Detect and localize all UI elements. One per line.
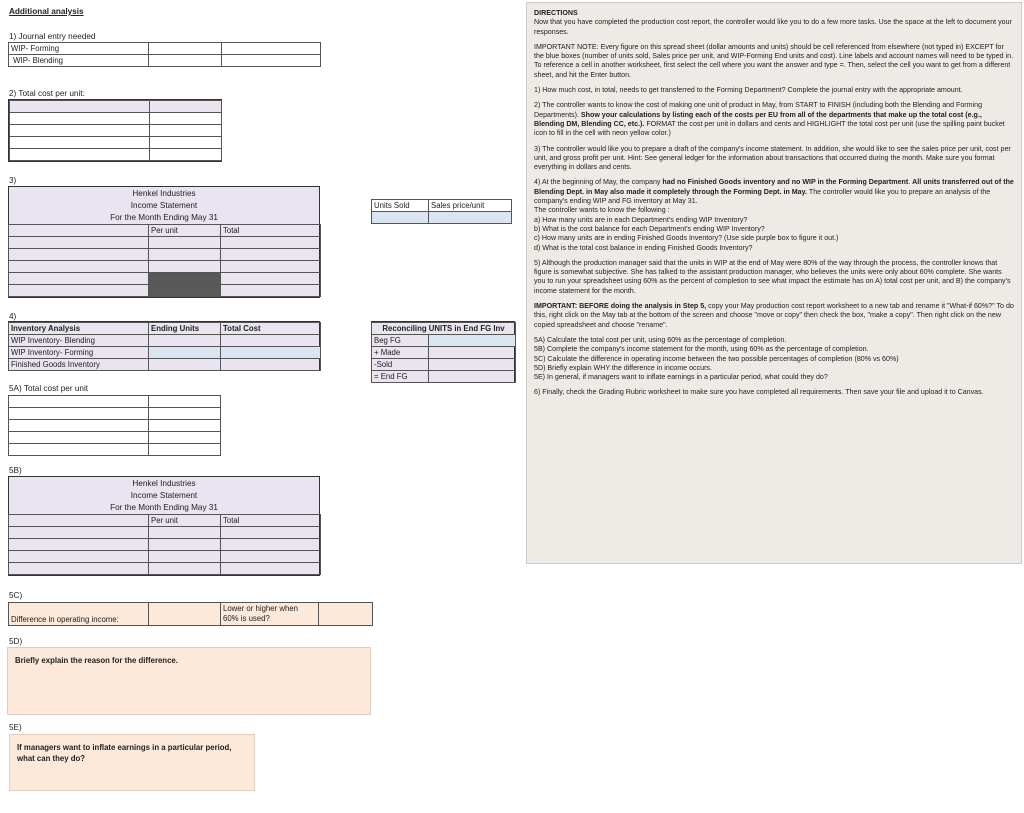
directions-step-5-parts: 5A) Calculate the total cost per unit, using 60% as the percentage of completion. 5B) Complete the company's income statement for the month, using 60% as the percentage of completion. 5C) Calculate the difference in operating income between the two possible percentages of completion (80% vs 60%) 5D) Briefly explain WHY the difference in income occurs. 5E) In general, if managers want to inflate earnings in a particular period, what could they do? <box>534 335 899 382</box>
total-cost-header: Total Cost <box>221 323 321 335</box>
per-unit-header: Per unit <box>149 225 221 237</box>
journal-credit-cell[interactable] <box>222 43 321 55</box>
section-4-label: 4) <box>9 312 17 321</box>
section-5c-label: 5C) <box>9 591 23 600</box>
directions-step-1: 1) How much cost, in total, needs to get transferred to the Forming Department? Complete the journal entry with the appropriate amount. <box>534 86 963 95</box>
journal-entry-label: 1) Journal entry needed <box>9 32 96 41</box>
journal-account-cell[interactable]: WIP- Forming <box>9 43 149 55</box>
statement-name: Income Statement <box>130 201 198 210</box>
recon-row-label: + Made <box>372 347 429 359</box>
directions-step-6: 6) Finally, check the Grading Rubric worksheet to make sure you have completed all requirements. Then save your file and upload it to Canvas. <box>534 388 984 397</box>
directions-intro: Now that you have completed the production cost report, the controller would like you to do a few more tasks. Use the space at the left to document your responses. <box>534 18 1012 36</box>
directions-heading: DIRECTIONS <box>534 9 578 17</box>
total-header: Total <box>221 515 321 527</box>
total-header: Total <box>221 225 321 237</box>
table-row <box>9 43 321 55</box>
lower-higher-label <box>221 603 319 626</box>
section-3-label: 3) <box>9 176 17 185</box>
directions-important-note: IMPORTANT NOTE: Every figure on this spread sheet (dollar amounts and units) should be cell referenced from elsewhere (not typed in) EXCEPT for the blue boxes (number of units sold, Sales price per unit, and WIP-Forming End units and cost). Line labels and account names will need to be typed in. To reference a cell in another worksheet, first select the cell where you want the answer and type =. Then, select the cell you want to get from a different sheet, and hit the Enter button. <box>534 42 1014 79</box>
directions-step-3: 3) The controller would like you to prepare a draft of the company's income statement. In addition, she would like to see the sales price per unit, cost per unit, and gross profit per unit. Hint: See general ledger for the information about transactions that occurred during the month. Make sure you format everything in dollars and cents. <box>534 144 1011 172</box>
units-sold-table <box>371 199 512 224</box>
directions-step-2: 2) The controller wants to know the cost of making one unit of product in May, from START to FINISH (including both the Blending and Forming Departments). Show your calculations by listing each of the costs per EU from all of the departments that make up the total cost (e.g., Blending DM, Blending CC, etc.). FORMAT the cost per unit in dollars and cents and HIGHLIGHT the total cost per unit (use the spilling paint bucket icon to fill in the cell with neon yellow color.) <box>534 101 1005 138</box>
statement-name: Income Statement <box>130 491 198 500</box>
ending-units-header: Ending Units <box>149 323 221 335</box>
journal-credit-cell[interactable] <box>222 55 321 67</box>
lower-higher-answer-cell[interactable] <box>319 603 373 626</box>
section-5a-label: 5A) Total cost per unit <box>9 384 89 393</box>
directions-step-5: 5) Although the production manager said that the units in WIP at the end of May were 80% of the way through the process, the controller knows that figure is somewhat subjective. She has talked to the assistant production manager, who believes the units were only about 60% complete. She wants you to run your spreadsheet using 60% as the percent of completion to see what impact the estimate has on A) total cost per unit, and B) the company's income statement for the month. <box>534 258 1011 295</box>
reconciling-title: Reconciling UNITS in End FG Inv <box>372 323 516 335</box>
directions-panel <box>526 2 1022 564</box>
difference-table <box>8 602 373 626</box>
recon-row-label: = End FG <box>372 371 429 383</box>
inventory-analysis-box <box>8 321 320 371</box>
income-statement-60-box <box>8 476 320 576</box>
recon-row-label: Beg FG <box>372 335 429 347</box>
section-5b-label: 5B) <box>9 466 22 475</box>
lower-higher-line-2: 60% is used? <box>223 614 270 623</box>
explain-difference-prompt: Briefly explain the reason for the difference. <box>15 656 178 665</box>
inventory-analysis-header: Inventory Analysis <box>9 323 149 335</box>
journal-account-cell[interactable]: WIP- Blending <box>9 55 149 67</box>
cost-per-unit-box <box>8 99 222 162</box>
reconciling-units-box <box>371 321 515 383</box>
cost-per-unit-60-table <box>8 395 221 456</box>
statement-company: Henkel Industries <box>132 479 196 488</box>
lower-higher-line-1: Lower or higher when <box>223 604 298 613</box>
difference-value-cell[interactable] <box>149 603 221 626</box>
section-5e-label: 5E) <box>9 723 22 732</box>
journal-debit-cell[interactable] <box>149 55 222 67</box>
page-title: Additional analysis <box>9 7 84 16</box>
inventory-row-label: Finished Goods Inventory <box>9 359 149 371</box>
sales-price-input[interactable] <box>429 212 512 224</box>
units-sold-header: Units Sold <box>372 200 429 212</box>
directions-step-4: 4) At the beginning of May, the company had no Finished Goods inventory and no WIP in the Forming Department. All units transferred out of the Blending Dept. in May also made it completely through the Forming Dept. in May. The controller would like you to prepare an analysis of the company's ending WIP and FG inventory at May 31. The controller wants to know the following : a) How many units are in each Department's ending WIP Inventory? b) What is the cost balance for each Department's ending WIP Inventory? c) How many units are in ending Finished Goods Inventory? (Use side purple box to figure it out.) d) What is the total cost balance in ending Finished Goods Inventory? <box>534 178 1014 252</box>
table-row <box>9 55 321 67</box>
explain-difference-box[interactable] <box>7 647 371 715</box>
directions-important-copy: IMPORTANT: BEFORE doing the analysis in Step 5, copy your May production cost report worksheet to a new tab and rename it "What-if 60%?" To do this, right click on the May tab at the bottom of the screen and choose "move or copy" then check the box, "make a copy". Then right click on the new copied spreadsheet and choose "rename". <box>534 302 1014 329</box>
inventory-row-label: WIP Inventory- Forming <box>9 347 149 359</box>
statement-period: For the Month Ending May 31 <box>110 503 218 512</box>
difference-label: Difference in operating income: <box>9 603 149 626</box>
sales-price-header: Sales price/unit <box>429 200 512 212</box>
statement-period: For the Month Ending May 31 <box>110 213 218 222</box>
recon-row-label: -Sold <box>372 359 429 371</box>
inflate-earnings-prompt: If managers want to inflate earnings in a particular period, what can they do? <box>17 743 232 763</box>
journal-entry-table <box>8 42 321 67</box>
section-5d-label: 5D) <box>9 637 23 646</box>
income-statement-box <box>8 186 320 298</box>
units-sold-input[interactable] <box>372 212 429 224</box>
statement-company: Henkel Industries <box>132 189 196 198</box>
inflate-earnings-box[interactable] <box>9 734 255 791</box>
inventory-row-label: WIP Inventory- Blending <box>9 335 149 347</box>
per-unit-header: Per unit <box>149 515 221 527</box>
total-cost-per-unit-label: 2) Total cost per unit: <box>9 89 85 98</box>
journal-debit-cell[interactable] <box>149 43 222 55</box>
